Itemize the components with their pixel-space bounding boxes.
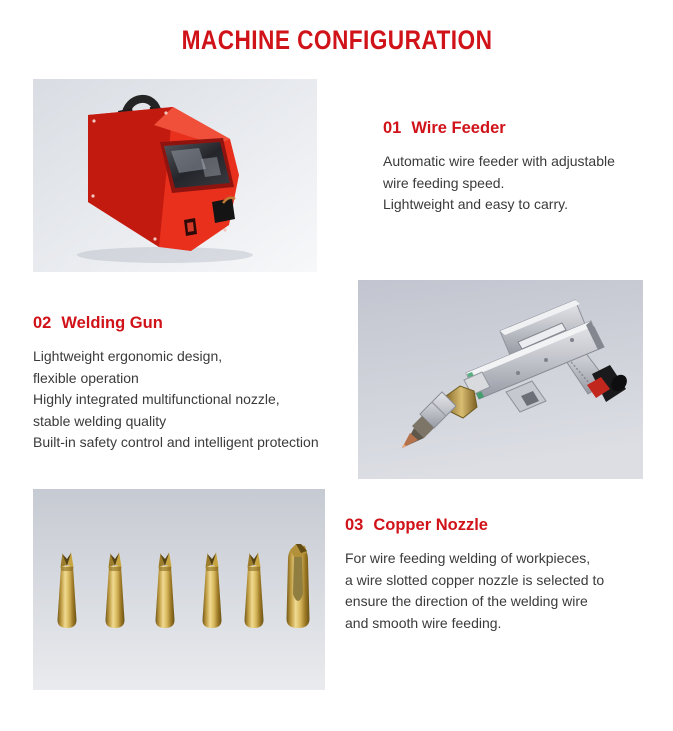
page-title: MACHINE CONFIGURATION — [181, 25, 492, 55]
section-description — [345, 548, 604, 634]
welding-gun-photo — [358, 280, 643, 479]
description-line: Built-in safety control and intelligent protection — [33, 434, 319, 450]
wire-feeder-photo — [33, 79, 317, 272]
section-copper-nozzle — [345, 516, 604, 634]
description-line: Lightweight ergonomic design, — [33, 348, 223, 364]
description-line: Lightweight and easy to carry. — [383, 196, 568, 212]
feeder-window — [160, 138, 234, 193]
description-line: flexible operation — [33, 369, 139, 386]
feeder-switch — [184, 218, 197, 236]
section-heading — [345, 516, 604, 535]
section-description — [33, 346, 319, 454]
section-wire-feeder — [383, 119, 615, 216]
wire-feeder-image — [33, 79, 317, 272]
description-line: ensure the direction of the welding wire — [345, 593, 588, 609]
page-title-row — [0, 25, 673, 56]
description-line: Highly integrated multifunctional nozzle, — [33, 391, 280, 407]
copper-nozzle-photo — [33, 489, 325, 690]
description-line: and smooth wire feeding. — [345, 614, 502, 631]
description-line: For wire feeding welding of workpieces, — [345, 550, 591, 566]
description-line: stable welding quality — [33, 412, 167, 429]
section-title: Welding Gun — [61, 314, 163, 332]
welding-gun-image — [358, 280, 643, 479]
section-title: Wire Feeder — [411, 119, 506, 137]
section-heading — [33, 314, 319, 333]
section-heading — [383, 119, 615, 138]
section-number: 01 — [383, 119, 402, 137]
section-number: 03 — [345, 516, 364, 534]
description-line: wire feeding speed. — [383, 174, 505, 191]
description-line: a wire slotted copper nozzle is selected to — [345, 571, 605, 588]
section-number: 02 — [33, 314, 52, 332]
nozzle-6-slotted — [287, 544, 310, 628]
section-description — [383, 151, 615, 216]
copper-nozzle-image — [33, 489, 325, 690]
description-line: Automatic wire feeder with adjustable — [383, 153, 615, 169]
feeder-connector — [212, 198, 235, 223]
section-title: Copper Nozzle — [373, 516, 488, 534]
section-welding-gun — [33, 314, 319, 454]
